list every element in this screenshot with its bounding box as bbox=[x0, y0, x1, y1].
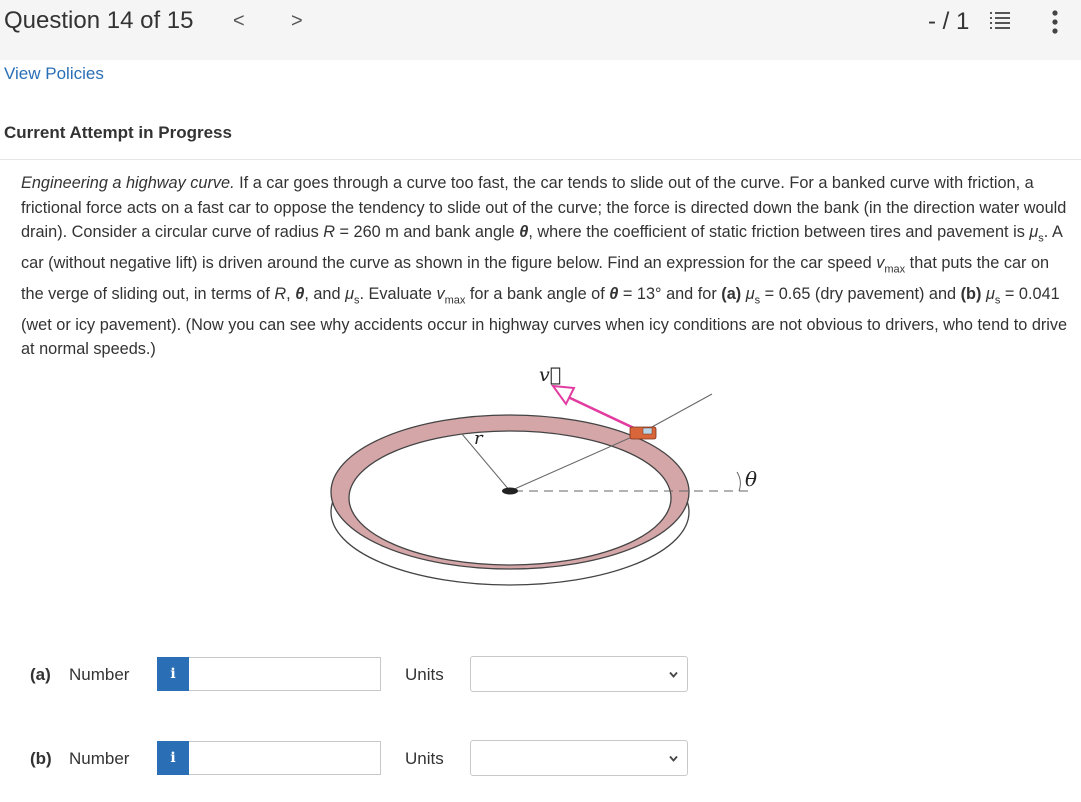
chevron-down-icon bbox=[668, 669, 679, 680]
part-b-label: (b) bbox=[30, 749, 52, 768]
question-counter: Question 14 of 15 bbox=[4, 7, 194, 34]
question-list-icon[interactable] bbox=[988, 9, 1012, 33]
part-a-info-button[interactable] bbox=[157, 657, 189, 691]
angle-label: θ bbox=[745, 467, 758, 491]
car-icon bbox=[630, 427, 656, 439]
track-infield bbox=[349, 431, 671, 565]
part-a-units-label: Units bbox=[405, 665, 444, 684]
part-b-number-label: Number bbox=[69, 749, 130, 768]
top-bar bbox=[0, 0, 1081, 60]
part-a-label: (a) bbox=[30, 665, 51, 684]
center-point bbox=[502, 488, 518, 495]
banked-curve-figure bbox=[320, 350, 790, 620]
part-a-number-input[interactable] bbox=[189, 657, 381, 691]
more-options-icon[interactable] bbox=[1048, 9, 1062, 35]
view-policies-link[interactable]: View Policies bbox=[4, 64, 104, 83]
problem-intro: Engineering a highway curve. bbox=[21, 174, 235, 192]
part-b-number-input[interactable] bbox=[189, 741, 381, 775]
divider bbox=[0, 159, 1081, 160]
angle-arc bbox=[737, 472, 740, 491]
previous-question-button[interactable]: < bbox=[233, 10, 245, 32]
part-b-info-button[interactable] bbox=[157, 741, 189, 775]
score-display: - / 1 bbox=[928, 8, 970, 35]
radius-label: r bbox=[474, 428, 483, 449]
part-a-number-label: Number bbox=[69, 665, 130, 684]
next-question-button[interactable]: > bbox=[291, 10, 303, 32]
attempt-heading: Current Attempt in Progress bbox=[4, 123, 232, 142]
part-b-units-select[interactable] bbox=[470, 740, 688, 776]
problem-statement: Engineering a highway curve. If a car goes through a curve too fast, the car tends to slide out of the curve. For a banked curve with friction, a frictional force acts on a fast car to oppose the tendency to slide out of the curve; the force is directed down the bank (in the direction water would drain). Consider a circular curve of radius R = 260 m and bank angle θ, where the coefficient of static friction between tires and pavement is $\mu_s$. A car (without negative lift) is driven around the curve as shown in the figure below. Find an expression for the car speed $v_{max}$ that puts the car on the verge of sliding out, in terms of R, θ, and $\mu_s$. Evaluate $v_{max}$ for a bank angle of θ = 13° and for (a) $\mu_s = 0.65$ (dry pavement) and (b) $\mu_s = 0.041$ (wet or icy pavement). (Now you can see why accidents occur in highway curves when icy conditions are not obvious to drivers, who tend to drive at normal speeds.) bbox=[21, 174, 1068, 359]
part-b-units-label: Units bbox=[405, 749, 444, 768]
info-icon: i bbox=[170, 666, 176, 682]
info-icon: i bbox=[170, 750, 176, 766]
velocity-label: v⃗ bbox=[539, 364, 562, 386]
part-a-units-select[interactable] bbox=[470, 656, 688, 692]
velocity-arrow-head bbox=[553, 386, 574, 404]
chevron-down-icon bbox=[668, 753, 679, 764]
